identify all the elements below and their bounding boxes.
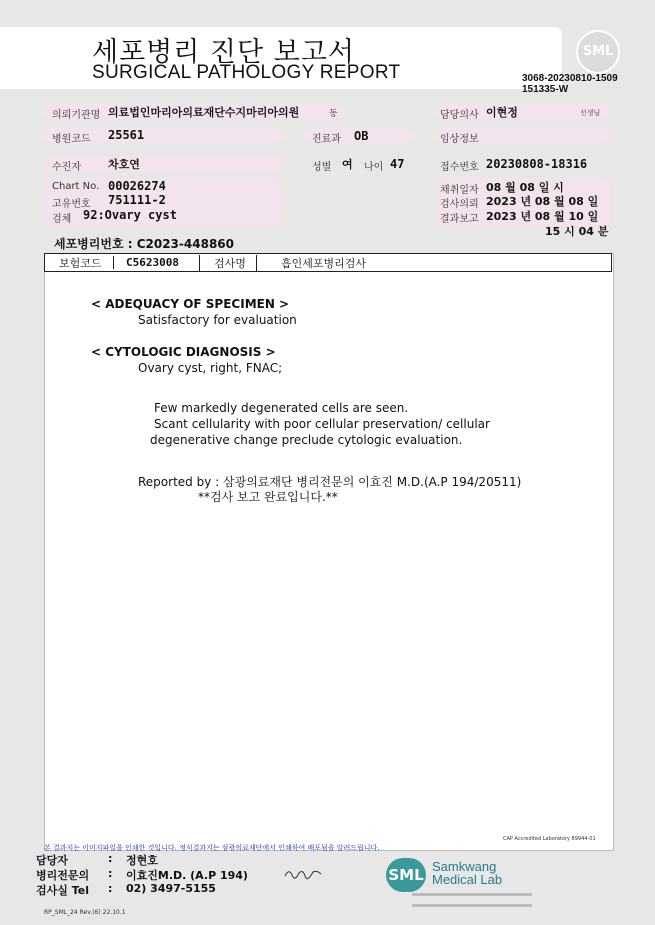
age-label: 나이 [364,162,384,173]
report-title-english: SURGICAL PATHOLOGY REPORT [92,62,401,83]
form-code: RP_SML_24 Rev.(6) 22.10.1 [44,909,126,916]
colon-3: : [108,882,113,895]
age-value: 47 [390,157,405,171]
patient-value: 차호연 [108,158,140,171]
report-id: 3068-20230810-1509 151335-W [522,73,618,95]
collect-label: 채취일자 [440,185,479,196]
insurance-value: C5623008 [113,256,199,269]
institution-label: 의뢰기관명 [52,110,101,121]
report-complete: **검사 보고 완료입니다.** [198,490,338,504]
accession-value: 20230808-18316 [486,157,588,171]
pathologist-value: 이효진M.D. (A.P 194) [126,869,248,882]
report-title-korean: 세포병리 진단 보고서 [92,37,355,68]
clinical-label: 임상정보 [440,134,479,145]
unique-label: 고유번호 [52,199,91,210]
insurance-label: 보험코드 [59,256,102,270]
tel-label: 검사실 Tel [36,884,89,897]
result-label: 결과보고 [440,214,479,225]
manager-value: 정현호 [126,854,158,867]
doctor-suffix: 선생님 [580,109,601,117]
doctor-label: 담당의사 [440,110,479,121]
diagnosis-text: Ovary cyst, right, FNAC; [138,361,283,375]
diagnosis-title: < CYTOLOGIC DIAGNOSIS > [91,345,276,359]
ward-label: 동 [329,109,338,119]
chart-value: 00026274 [108,179,166,193]
samkwang-logo: SML [386,858,426,892]
lab-contact-line [412,904,532,907]
test-label: 검사명 [199,255,257,271]
tel-value: 02) 3497-5155 [126,882,216,895]
request-label: 검사의뢰 [440,199,479,210]
colon-2: : [108,867,113,880]
doctor-value: 이현정 [486,106,518,119]
patient-label: 수진자 [52,162,81,173]
pathologist-label: 병리전문의 [36,869,90,882]
reported-by: Reported by : 삼광의료재단 병리전문의 이효진 M.D.(A.P 194/20511) [138,475,522,489]
hospital-code-value: 25561 [108,128,145,142]
comment-line-2: Scant cellularity with poor cellular preservation/ cellular [154,417,490,431]
test-value: 흡인세포병리검사 [281,256,367,270]
image-print-note: 본 결과지는 이미지파일을 인쇄한 것입니다. 정식결과지는 삼광의료재단에서 인쇄하여 배포됨을 알려드립니다. [44,844,380,852]
comment-line-1: Few markedly degenerated cells are seen. [154,401,409,415]
hospital-code-label: 병원코드 [52,134,91,145]
request-value: 2023 년 08 월 08 일 [486,195,599,208]
adequacy-title: < ADEQUACY OF SPECIMEN > [91,297,290,311]
sex-label: 성별 [312,162,332,173]
dept-label: 진료과 [312,134,341,145]
specimen-label: 검체 [52,214,72,225]
lab-address-line [412,893,532,896]
report-body [44,253,614,851]
unique-value: 751111-2 [108,193,166,207]
cap-accredited: CAP Accredited Laboratory 89944-01 [503,836,596,842]
specimen-value: 92:Ovary cyst [83,208,177,222]
sml-logo: SML [576,30,620,74]
institution-value: 의료법인마리아의료재단수지마리아의원 [108,106,300,119]
accession-label: 접수번호 [440,162,479,173]
manager-label: 담당자 [36,854,68,867]
dept-value: OB [354,129,369,143]
comment-line-3: degenerative change preclude cytologic evaluation. [150,433,463,447]
result-time: 15 시 04 분 [545,225,609,238]
signature-image [283,865,323,884]
samkwang-name: Samkwang Medical Lab [432,859,503,887]
collect-value: 08 월 08 일 시 [486,181,564,194]
result-value: 2023 년 08 월 10 일 [486,210,599,223]
code-row [44,253,612,272]
pathology-number: 세포병리번호 : C2023-448860 [54,237,234,251]
chart-label: Chart No. [52,181,100,192]
sex-value: 여 [342,158,353,171]
colon-1: : [108,852,113,865]
adequacy-text: Satisfactory for evaluation [138,313,297,327]
